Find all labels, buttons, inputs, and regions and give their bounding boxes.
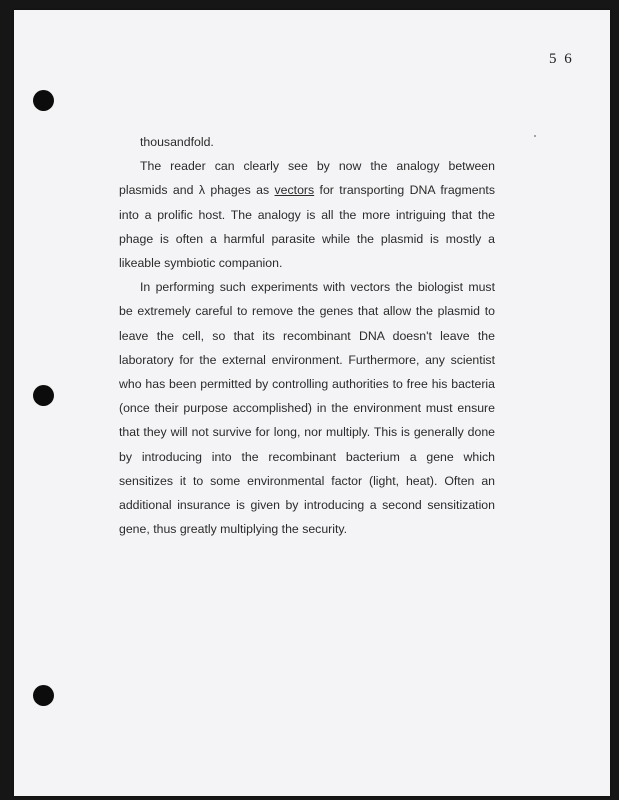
- paragraph-analogy-before: The reader can clearly see by now the analogy between plasmids and λ phages as: [119, 159, 495, 198]
- paragraph-continuation: thousandfold.: [140, 135, 214, 149]
- paragraph-analogy: [119, 154, 495, 275]
- body-text: [119, 130, 495, 541]
- paragraph-analogy-after: for transporting DNA fragments into a prolific host. The analogy is all the more intriguing that the phage is often a harmful parasite while the plasmid is mostly a likeable symbiotic companion.: [119, 183, 495, 271]
- punch-hole-top: [33, 90, 54, 111]
- page-number: 5 6: [549, 51, 574, 67]
- underlined-term-vectors: vectors: [274, 183, 315, 198]
- punch-hole-bottom: [33, 685, 54, 706]
- punch-hole-middle: [33, 385, 54, 406]
- paragraph-safety: In performing such experiments with vectors the biologist must be extremely careful to remove the genes that allow the plasmid to leave the cell, so that its recombinant DNA doesn't leave the laboratory for the external environment. Furthermore, any scientist who has been permitted by controlling authorities to free his bacteria (once their purpose accomplished) in the environment must ensure that they will not survive for long, nor multiply. This is generally done by introducing into the recombinant bacterium a gene which sensitizes it to some environmental factor (light, heat). Often an additional insurance is given by introducing a second sensitization gene, thus greatly multiplying the security.: [119, 280, 495, 537]
- paper-speck: [534, 135, 536, 137]
